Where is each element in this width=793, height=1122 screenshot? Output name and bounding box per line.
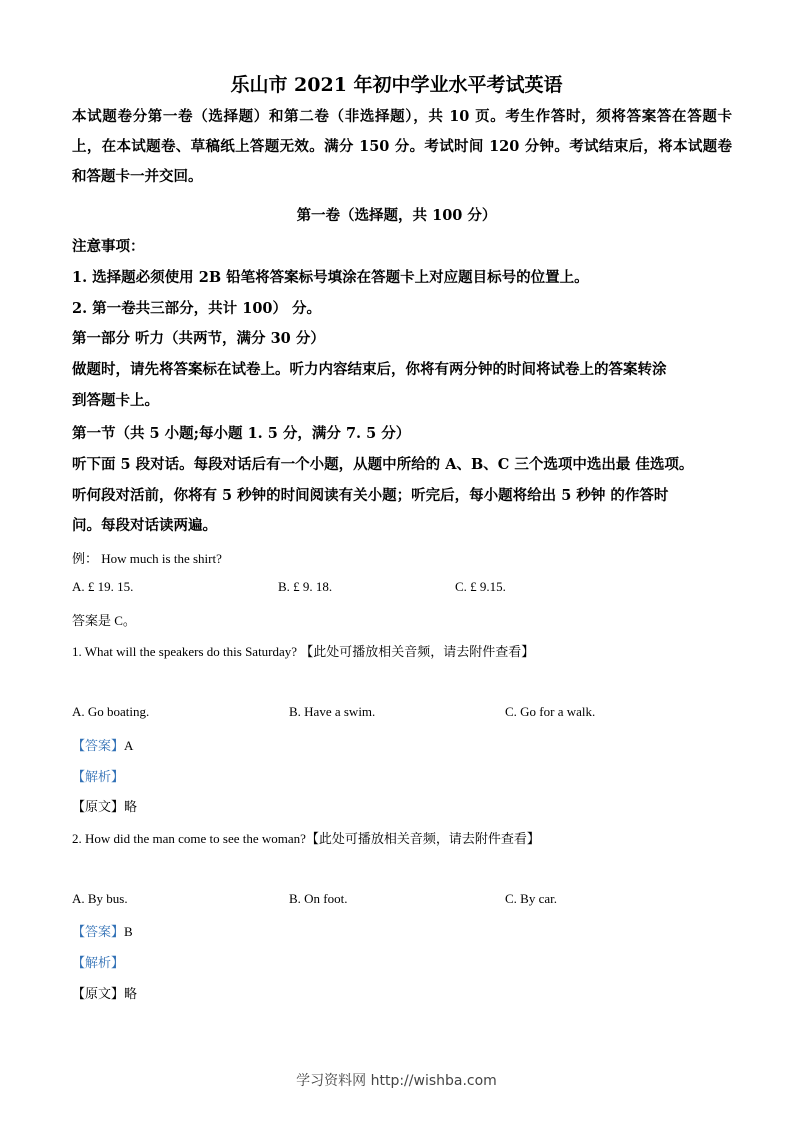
example-option-b: B. £ 9. 18. — [278, 579, 333, 594]
q2-option-b: B. On foot. — [289, 891, 348, 906]
volume1-heading: 第一卷（选择题，共 100 分） — [296, 207, 497, 224]
q1-answer: A — [124, 738, 134, 753]
q2-option-c: C. By car. — [505, 891, 557, 906]
example-option-a: A. £ 19. 15. — [72, 579, 134, 594]
q1-option-c: C. Go for a walk. — [505, 704, 596, 719]
note-1: 1. 选择题必须使用 2B 铅笔将答案标号填涂在答题卡上对应题目标号的位置上。 — [72, 269, 589, 286]
example-answer: 答案是 C。 — [72, 613, 136, 628]
section1-desc-line2: 听何段对活前，你将有 5 秒钟的时间阅读有关小题；听完后，每小题将给出 5 秒钟 的作答时 — [72, 487, 669, 504]
part1-heading: 第一部分 听力（共两节，满分 30 分） — [72, 330, 325, 347]
original-tag: 【原文】 — [72, 799, 125, 814]
q2-original-row — [72, 983, 137, 1002]
section1-heading: 第一节（共 5 小题;每小题 1. 5 分，满分 7. 5 分） — [72, 425, 411, 442]
answer-tag: 【答案】 — [72, 924, 125, 939]
document-title: 乐山市 2021 年初中学业水平考试英语 — [230, 74, 563, 96]
analysis-tag: 【解析】 — [72, 769, 125, 784]
section1-desc-line1: 听下面 5 段对话。每段对话后有一个小题，从题中所给的 A、B、C 三个选项中选出最 佳选项。 — [72, 456, 694, 473]
section1-desc-line3: 问。每段对话读两遍。 — [72, 517, 217, 534]
intro-paragraph: 本试题卷分第一卷（选择题）和第二卷（非选择题），共 10 页。考生作答时，须将答案答在答题卡上，在本试题卷、草稿纸上答题无效。满分 150 分。考试时间 120 分钟。考试结束后，将本试题卷和答题卡一并交回。 — [72, 108, 732, 185]
question-1-text: 1. What will the speakers do this Saturday? 【此处可播放相关音频，请去附件查看】 — [72, 644, 535, 659]
note-2: 2. 第一卷共三部分，共计 100） 分。 — [72, 300, 322, 317]
example-question: 例： How much is the shirt? — [72, 551, 222, 566]
q1-option-b: B. Have a swim. — [289, 704, 376, 719]
footer-watermark: 学习资料网 http://wishba.com — [296, 1073, 497, 1089]
question-2-text: 2. How did the man come to see the woman?【此处可播放相关音频，请去附件查看】 — [72, 831, 540, 846]
q2-analysis-row — [72, 952, 124, 971]
answer-tag: 【答案】 — [72, 738, 125, 753]
part1-desc-line2: 到答题卡上。 — [72, 392, 159, 409]
q1-answer-row — [72, 735, 133, 754]
analysis-tag: 【解析】 — [72, 955, 125, 970]
q2-original: 略 — [124, 986, 138, 1001]
q1-option-a: A. Go boating. — [72, 704, 150, 719]
original-tag: 【原文】 — [72, 986, 125, 1001]
example-option-c: C. £ 9.15. — [455, 579, 506, 594]
part1-desc-line1: 做题时，请先将答案标在试卷上。听力内容结束后，你将有两分钟的时间将试卷上的答案转涂 — [72, 361, 667, 378]
notes-heading: 注意事项： — [72, 238, 145, 255]
q1-analysis-row — [72, 766, 124, 785]
q1-original: 略 — [124, 799, 138, 814]
q2-option-a: A. By bus. — [72, 891, 128, 906]
q2-answer-row — [72, 921, 133, 940]
q1-original-row — [72, 796, 137, 815]
q2-answer: B — [124, 924, 133, 939]
